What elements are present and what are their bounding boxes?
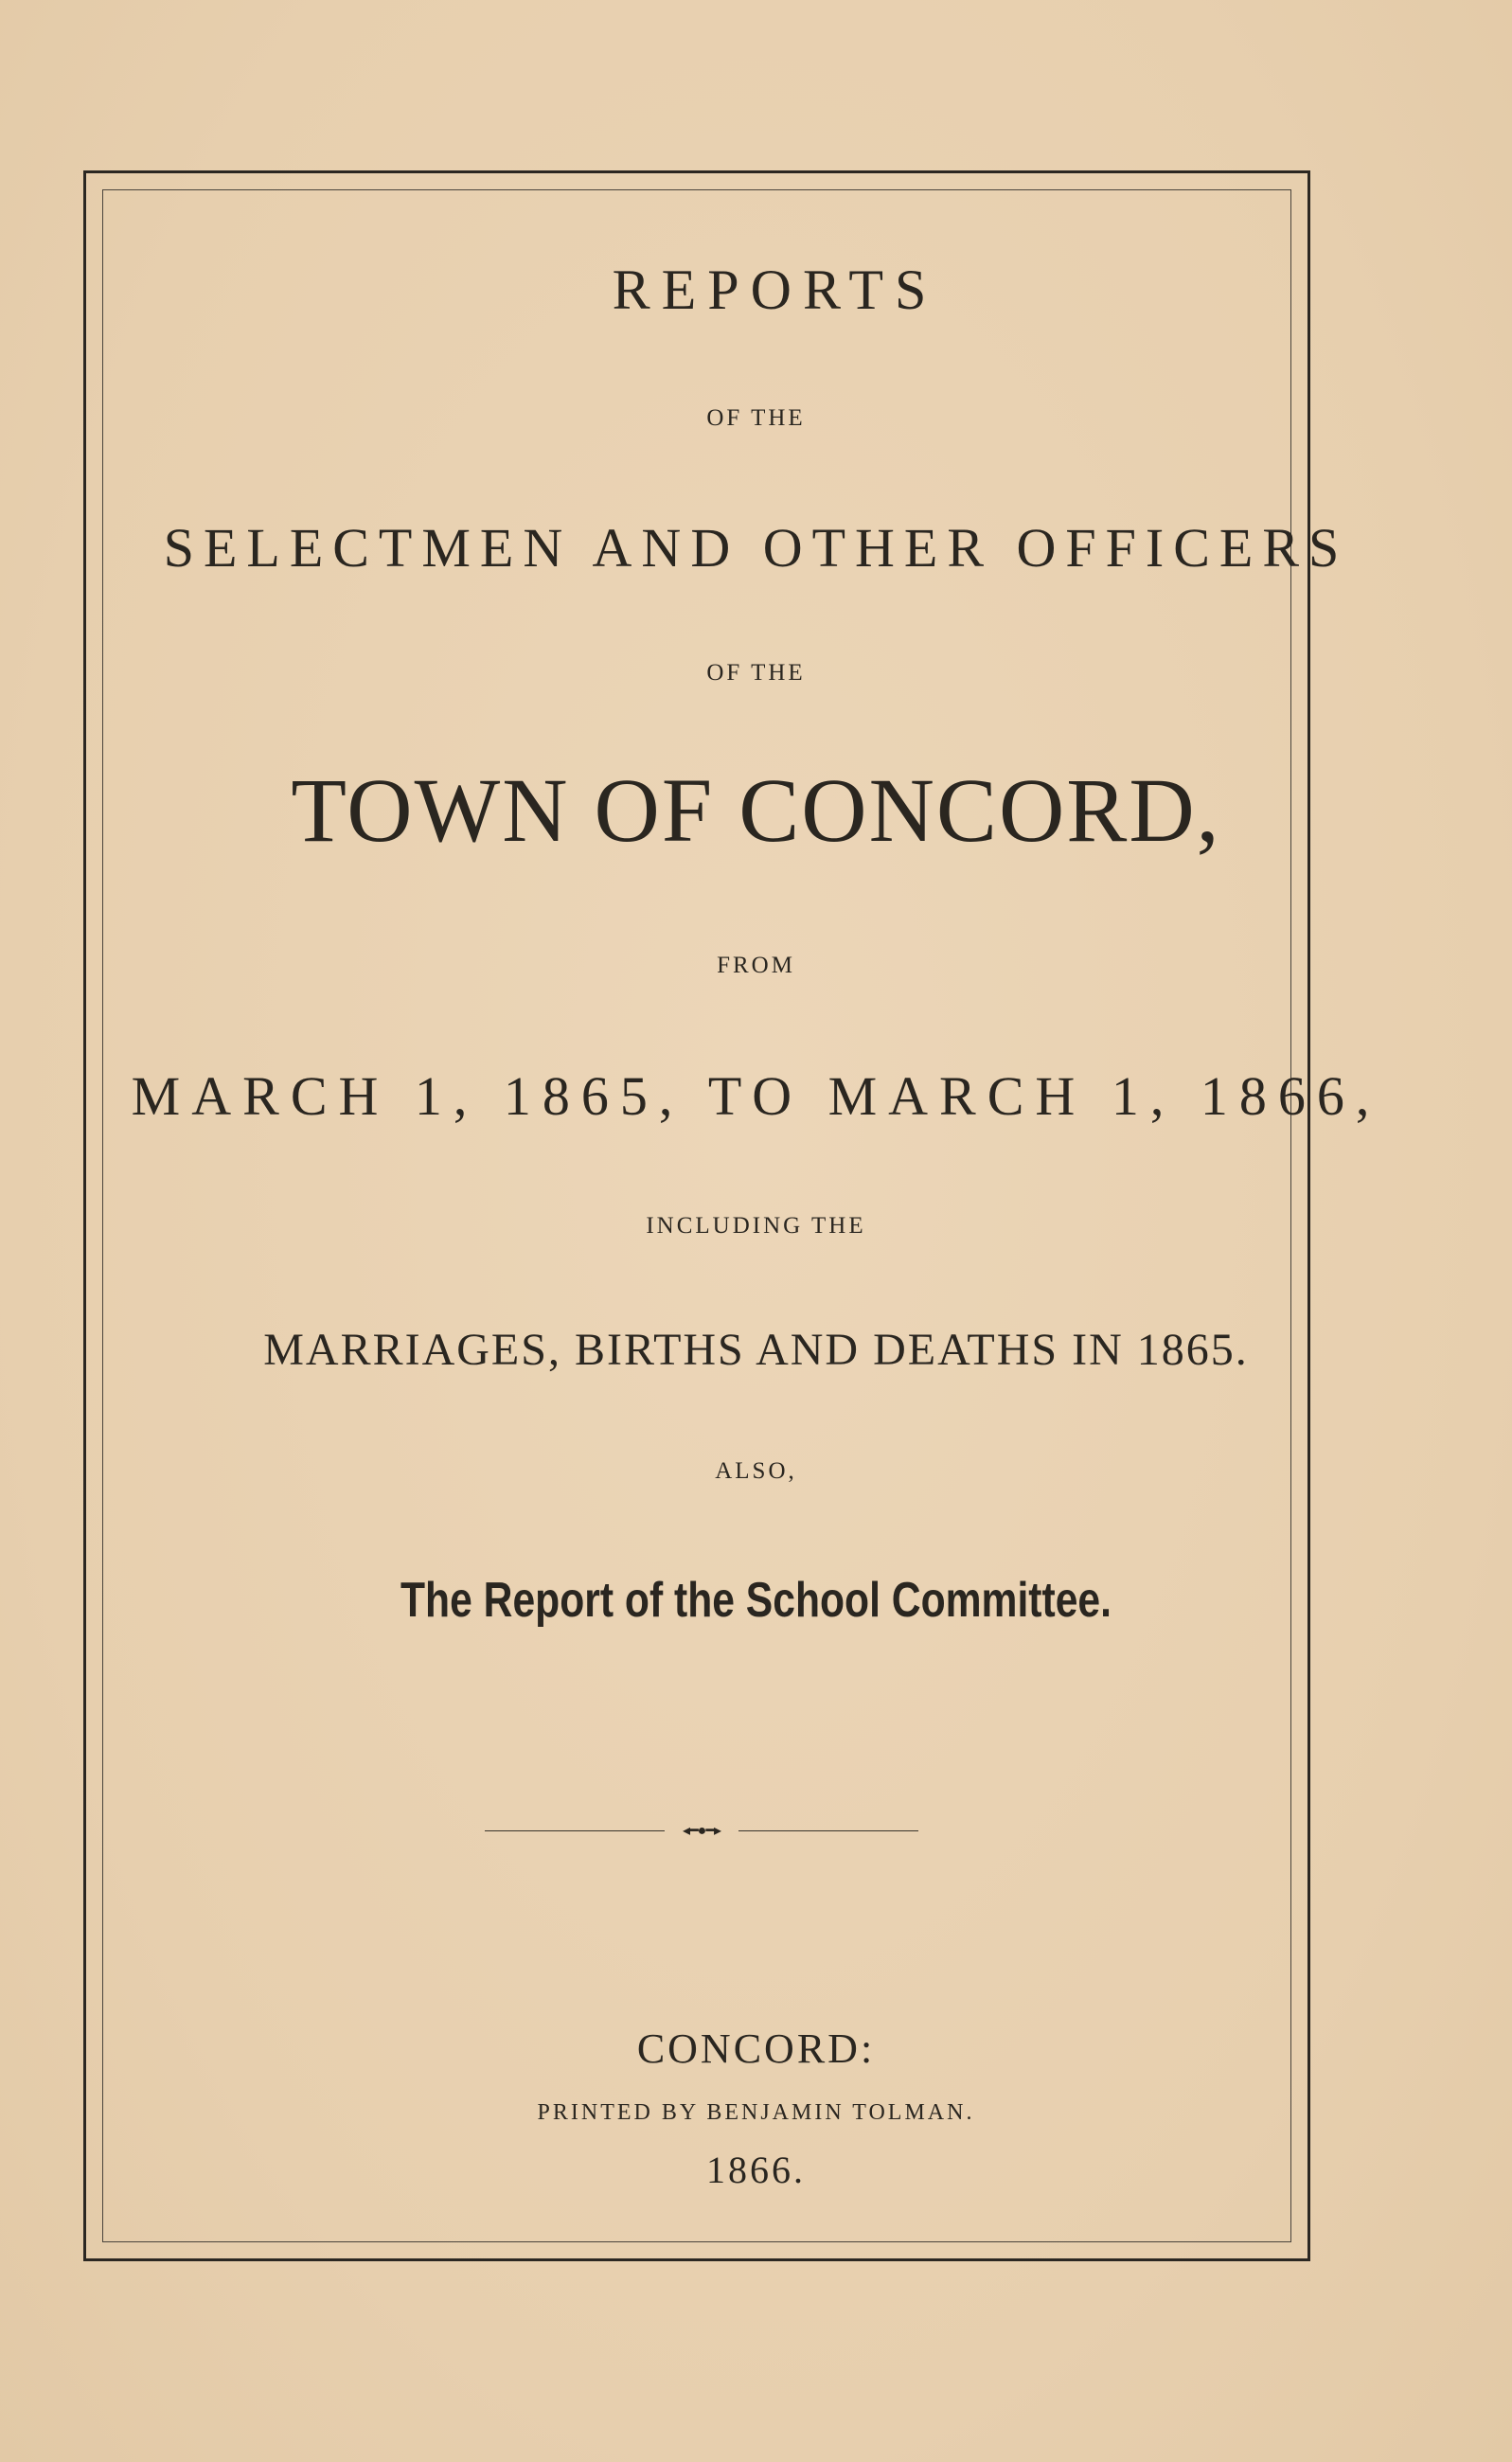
also-line: ALSO, (715, 1458, 797, 1484)
including-line: INCLUDING THE (646, 1213, 866, 1239)
marriages-line: MARRIAGES, BIRTHS AND DEATHS IN 1865. (263, 1325, 1249, 1375)
heading-town: TOWN OF CONCORD, (291, 759, 1221, 861)
imprint-printer: PRINTED BY BENJAMIN TOLMAN. (537, 2100, 975, 2125)
heading-reports: REPORTS (612, 259, 938, 321)
imprint-place: CONCORD: (636, 2025, 876, 2072)
of-the-line-2: OF THE (706, 660, 806, 686)
ornament-icon: ◂━●━▸ (683, 1823, 720, 1839)
of-the-line-1: OF THE (706, 405, 806, 431)
school-report-line: The Report of the School Committee. (400, 1573, 1112, 1628)
heading-selectmen: SELECTMEN AND OTHER OFFICERS (163, 517, 1349, 579)
date-range: MARCH 1, 1865, TO MARCH 1, 1866, (131, 1065, 1381, 1127)
imprint-year: 1866. (706, 2149, 806, 2191)
rule-right (738, 1830, 918, 1831)
ornamental-rule (485, 1823, 918, 1839)
rule-left (485, 1830, 665, 1831)
from-line: FROM (717, 953, 795, 978)
